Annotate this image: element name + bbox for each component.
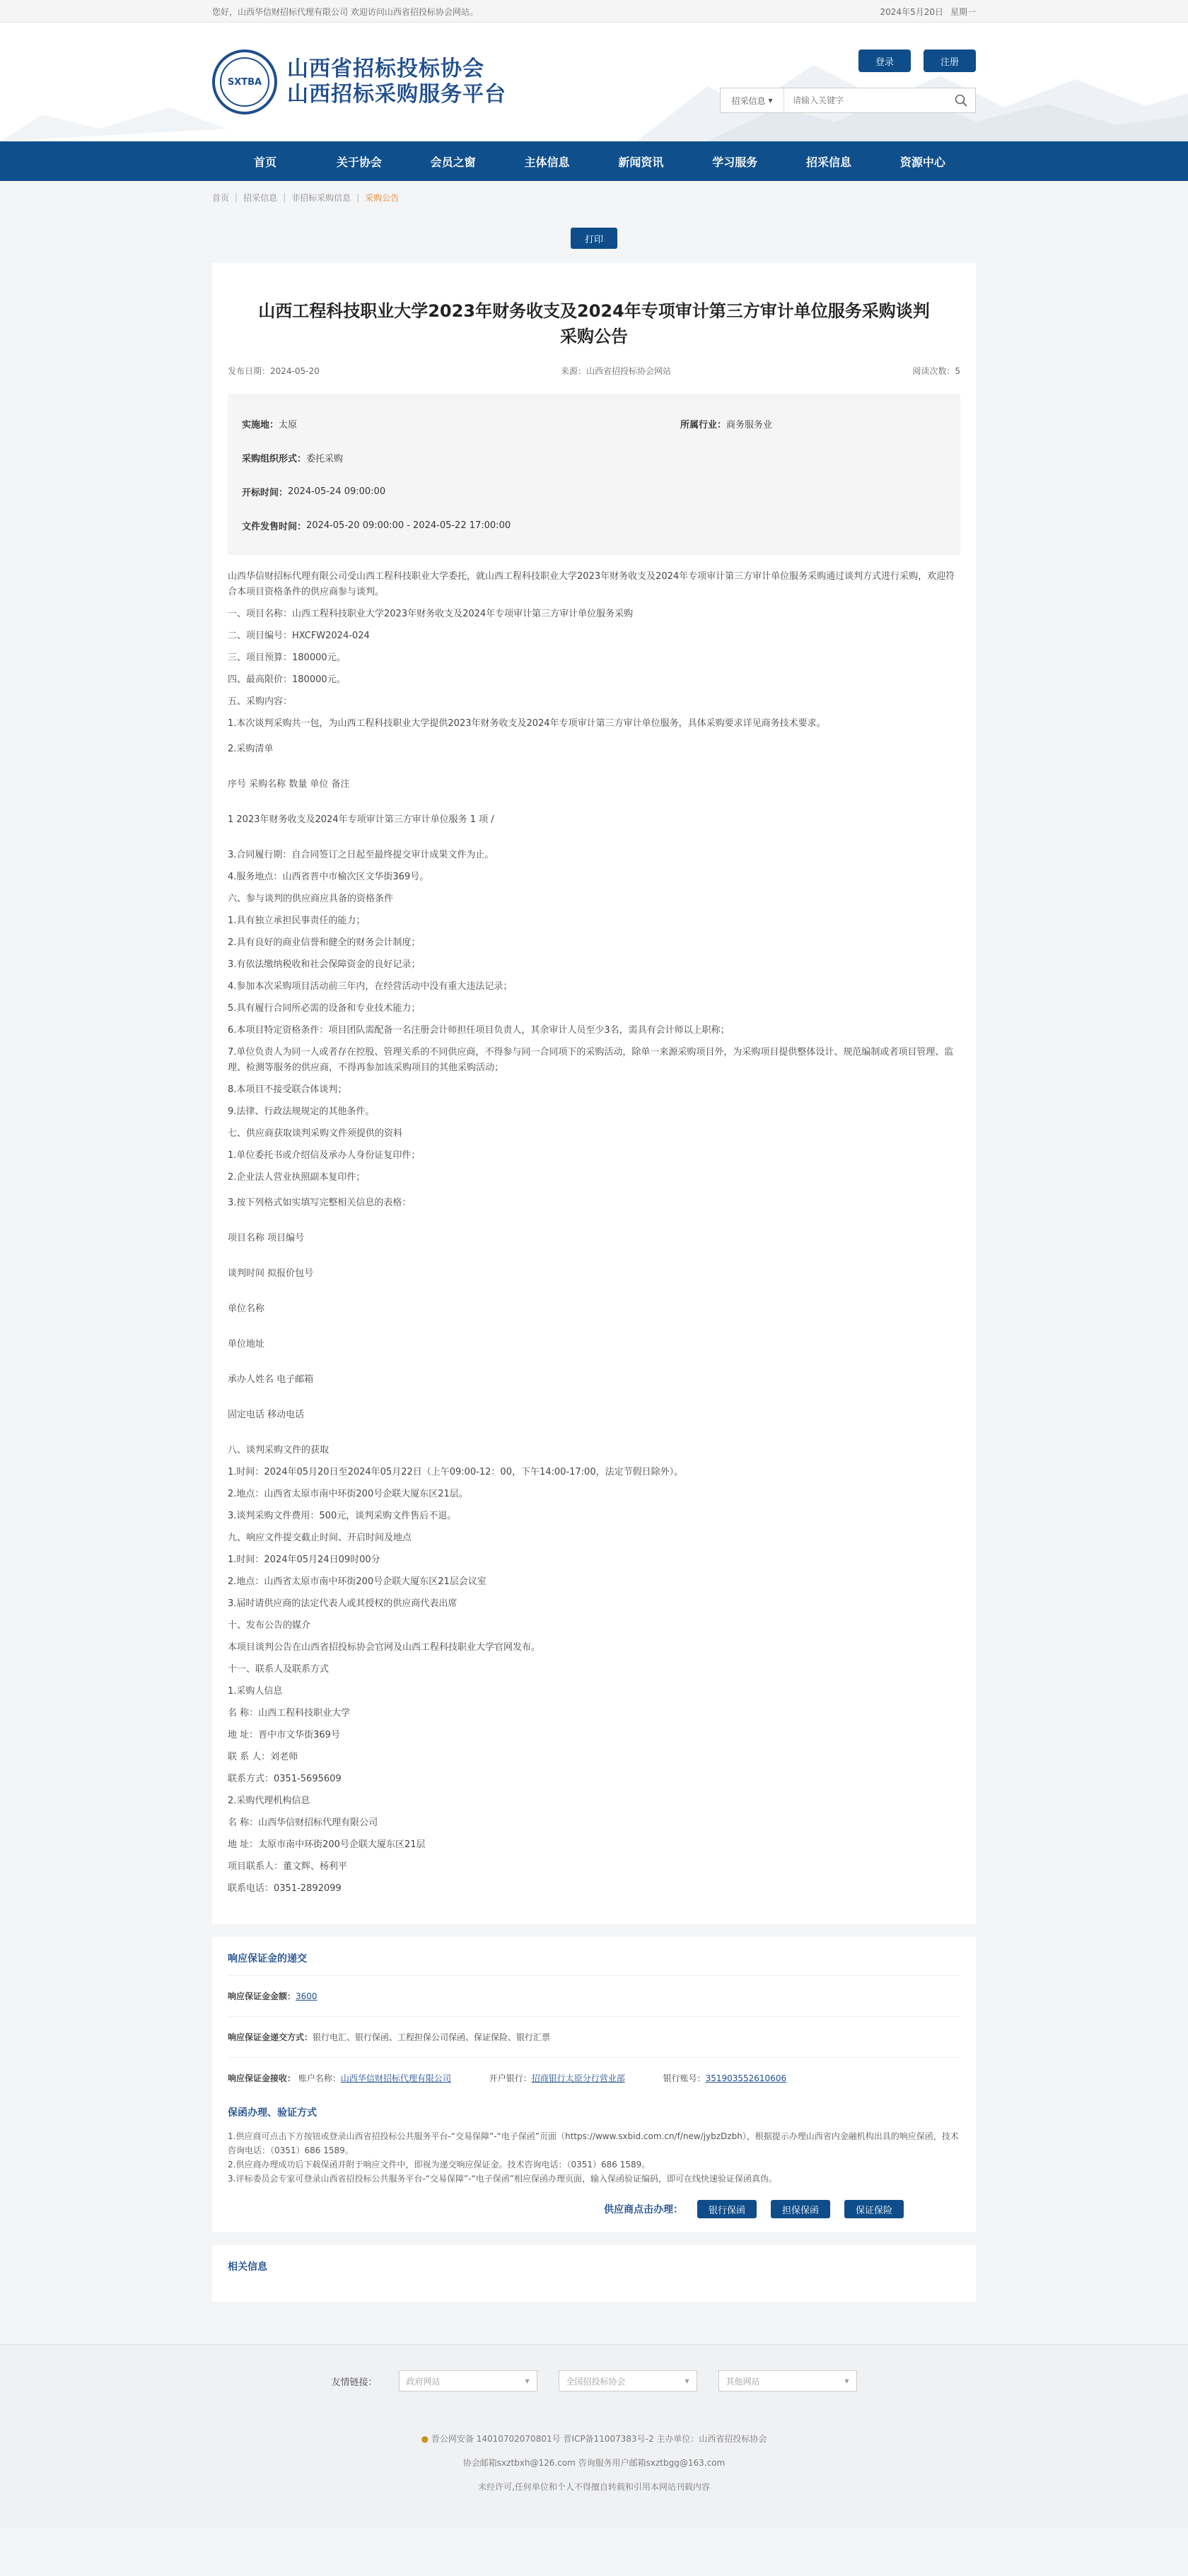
paragraph: 联系电话：0351-2892099 — [228, 1883, 342, 1894]
nav-news[interactable]: 新闻资讯 — [618, 155, 664, 169]
search-icon — [955, 94, 967, 107]
paragraph: 山西华信财招标代理有限公司受山西工程科技职业大学委托，就山西工程科技职业大学2023年财务收支及2024年专项审计第三方审计单位服务采购通过谈判方式进行采购，欢迎符合本项目资格条件的供应商参与谈判。 — [228, 571, 955, 597]
paragraph: 联系方式：0351-5695609 — [228, 1774, 342, 1784]
chevron-down-icon: ▾ — [768, 95, 773, 105]
issue-time-label: 文件发售时间： — [242, 521, 307, 532]
paragraph: 4.参加本次采购项目活动前三年内，在经营活动中没有重大违法记录； — [228, 981, 513, 992]
weekday-text: 星期一 — [950, 6, 976, 17]
paragraph: 二、项目编号：HXCFW2024-024 — [228, 631, 370, 641]
breadcrumb-current: 采购公告 — [365, 192, 400, 203]
paragraph: 七、供应商获取谈判采购文件须提供的资料 — [228, 1128, 403, 1139]
breadcrumb: 首页 | 招采信息 | 非招标采购信息 | 采购公告 — [212, 192, 400, 203]
notes-title: 保函办理、验证方式 — [228, 2107, 317, 2119]
paragraph: 2.具有良好的商业信誉和健全的财务会计制度； — [228, 937, 421, 948]
police-badge-icon: ● — [421, 2434, 429, 2444]
bank-label: 开户银行： — [489, 2073, 532, 2083]
guarantee-notes — [228, 2129, 960, 2186]
paragraph: 1.采购人信息 — [228, 1686, 283, 1697]
paragraph: 3.届时请供应商的法定代表人或其授权的供应商代表出席 — [228, 1598, 458, 1609]
footer-email: 协会邮箱sxztbxh@126.com 咨询服务用户邮箱sxztbgg@163.com — [462, 2458, 726, 2468]
nav-about[interactable]: 关于协会 — [336, 155, 382, 169]
gov-sites-select[interactable] — [399, 2370, 537, 2391]
paragraph: 谈判时间 拟报价包号 — [228, 1268, 314, 1279]
site-name-line1: 山西省招标投标协会 — [287, 57, 484, 81]
chevron-down-icon: ▾ — [525, 2376, 530, 2386]
paragraph: 联 系 人：刘老师 — [228, 1752, 298, 1762]
welcome-text: 您好，山西华信财招标代理有限公司 欢迎访问山西省招投标协会网站。 — [212, 6, 478, 17]
chevron-down-icon: ▾ — [844, 2376, 849, 2386]
paragraph: 单位名称 — [228, 1304, 265, 1314]
note-1: 1.供应商可点击下方按钮或登录山西省招投标公共服务平台-“交易保障”-“电子保函”页面（https://www.sxbid.com.cn/f/new/jybzDzbh），根据提示办理山西省内金融机构出具的响应保函，技术咨询电话：（0351）686 1589。 — [228, 2131, 959, 2155]
nav-members[interactable]: 会员之窗 — [430, 155, 476, 169]
account-name[interactable]: 山西华信财招标代理有限公司 — [340, 2073, 451, 2083]
paragraph: 项目名称 项目编号 — [228, 1233, 305, 1243]
bank-guarantee-button[interactable]: 银行保函 — [697, 2200, 757, 2218]
search-input[interactable] — [784, 88, 947, 112]
paragraph: 本项目谈判公告在山西省招投标协会官网及山西工程科技职业大学官网发布。 — [228, 1642, 541, 1653]
receive-label: 响应保证金接收： — [228, 2073, 296, 2083]
paragraph: 八、谈判采购文件的获取 — [228, 1445, 330, 1456]
article-card — [212, 263, 976, 1924]
paragraph: 1.具有独立承担民事责任的能力； — [228, 915, 366, 926]
account-no-label: 银行账号： — [663, 2073, 706, 2083]
amount-value[interactable]: 3600 — [296, 1991, 318, 2001]
industry-label: 所属行业： — [680, 419, 727, 431]
view-count: 阅读次数：5 — [912, 366, 960, 376]
search-box — [720, 88, 976, 113]
paragraph: 地 址：晋中市文华街369号 — [228, 1730, 340, 1740]
search-category-select[interactable] — [721, 88, 784, 112]
guarantee-actions — [228, 2200, 904, 2218]
association-seal — [212, 49, 277, 115]
industry-value: 商务服务业 — [726, 419, 773, 431]
paragraph: 六、参与谈判的供应商应具备的资格条件 — [228, 894, 394, 904]
paragraph: 序号 采购名称 数量 单位 备注 — [228, 779, 350, 790]
paragraph: 九、响应文件提交截止时间、开启时间及地点 — [228, 1533, 412, 1543]
amount-label: 响应保证金金额： — [228, 1991, 296, 2001]
paragraph: 十、发布公告的媒介 — [228, 1620, 311, 1631]
article-title: 山西工程科技职业大学2023年财务收支及2024年专项审计第三方审计单位服务采购谈判采购公告 — [258, 301, 930, 346]
open-time-label: 开标时间： — [242, 487, 289, 498]
paragraph: 3.按下列格式如实填写完整相关信息的表格： — [228, 1198, 412, 1208]
paragraph: 3.合同履行期：自合同签订之日起至最终提交审计成果文件为止。 — [228, 850, 494, 860]
paragraph: 十一、联系人及联系方式 — [228, 1664, 330, 1675]
assoc-sites-select[interactable] — [559, 2370, 697, 2391]
breadcrumb-procurement[interactable]: 招采信息 — [243, 192, 278, 203]
paragraph: 一、项目名称：山西工程科技职业大学2023年财务收支及2024年专项审计第三方审计单位服务采购 — [228, 609, 634, 619]
insurance-guarantee-button[interactable]: 保证保险 — [844, 2200, 904, 2218]
account-name-label: 账户名称： — [298, 2073, 341, 2083]
open-time-value: 2024-05-24 09:00:00 — [288, 486, 386, 497]
form-value: 委托采购 — [306, 453, 344, 464]
login-button[interactable]: 登录 — [858, 49, 911, 72]
paragraph: 7.单位负责人为同一人或者存在控股、管理关系的不同供应商，不得参与同一合同项下的采购活动，除单一来源采购项目外，为采购项目提供整体设计、规范编制或者项目管理、监理、检测等服务的供应商，不得再参加该采购项目的其他采购活动； — [228, 1047, 954, 1073]
project-info-panel — [228, 394, 960, 555]
paragraph: 固定电话 移动电话 — [228, 1410, 305, 1420]
paragraph: 2.采购代理机构信息 — [228, 1796, 310, 1806]
top-bar — [0, 0, 1188, 23]
paragraph: 2.地点：山西省太原市南中环街200号企联大厦东区21层。 — [228, 1489, 468, 1499]
paragraph: 2.地点：山西省太原市南中环街200号企联大厦东区21层会议室 — [228, 1576, 487, 1587]
paragraph: 1.时间：2024年05月20日至2024年05月22日（上午09:00-12：00，下午14:00-17:00，法定节假日除外）。 — [228, 1467, 684, 1477]
other-sites-select[interactable] — [718, 2370, 857, 2391]
chevron-down-icon: ▾ — [685, 2376, 689, 2386]
paragraph: 4.服务地点：山西省晋中市榆次区文华街369号。 — [228, 872, 429, 882]
nav-entities[interactable]: 主体信息 — [524, 155, 570, 169]
search-category-label: 招采信息 — [731, 95, 766, 106]
paragraph: 1 2023年财务收支及2024年专项审计第三方审计单位服务 1 项 / — [228, 814, 494, 825]
footer-record: 晋公网安备 14010702070801号 晋ICP备11007383号-2 主办单位：山西省招投标协会 — [431, 2434, 767, 2444]
site-footer — [0, 2344, 1188, 2528]
paragraph: 三、项目预算：180000元。 — [228, 652, 346, 663]
related-title: 相关信息 — [228, 2261, 267, 2273]
methods-label: 响应保证金递交方式： — [228, 2032, 313, 2042]
note-3: 3.评标委员会专家可登录山西省招投标公共服务平台-“交易保障”-“电子保函”相应保函办理页面，输入保函验证编码，即可在线快速验证保函真伪。 — [228, 2174, 777, 2184]
guarantee-title: 响应保证金的递交 — [228, 1953, 307, 1965]
account-number[interactable]: 351903552610606 — [705, 2073, 787, 2083]
nav-learning[interactable]: 学习服务 — [712, 155, 758, 169]
paragraph: 名 称：山西工程科技职业大学 — [228, 1708, 351, 1719]
paragraph: 四、最高限价：180000元。 — [228, 674, 346, 685]
article-source: 来源：山西省招投标协会网站 — [561, 366, 672, 376]
actions-label: 供应商点击办理： — [603, 2204, 683, 2215]
site-logo[interactable] — [212, 49, 506, 115]
form-label: 采购组织形式： — [242, 453, 307, 464]
bank-name[interactable]: 招商银行太原分行营业部 — [531, 2073, 625, 2083]
paragraph: 8.本项目不接受联合体谈判； — [228, 1084, 347, 1095]
site-header — [0, 23, 1188, 141]
note-2: 2.供应商办理成功后下载保函并附于响应文件中，即视为递交响应保证金。技术咨询电话：（0351）686 1589。 — [228, 2160, 651, 2170]
date-text: 2024年5月20日 — [880, 6, 943, 17]
register-button[interactable]: 注册 — [924, 49, 976, 72]
breadcrumb-non-tender[interactable]: 非招标采购信息 — [291, 192, 351, 203]
paragraph: 1.单位委托书或介绍信及承办人身份证复印件； — [228, 1150, 421, 1161]
paragraph: 5.具有履行合同所必需的设备和专业技术能力； — [228, 1003, 421, 1014]
seal-text: SXTBA — [220, 57, 269, 107]
main-nav — [0, 141, 1188, 181]
paragraph: 2.采购清单 — [228, 744, 274, 754]
gov-sites-label: 政府网站 — [406, 2376, 441, 2387]
publish-date: 发布日期：2024-05-20 — [228, 366, 320, 376]
surety-guarantee-button[interactable]: 担保保函 — [771, 2200, 830, 2218]
footer-copyright: 未经许可,任何单位和个人不得擅自转载和引用本网站刊载内容 — [478, 2482, 710, 2492]
paragraph: 9.法律、行政法规规定的其他条件。 — [228, 1106, 375, 1117]
paragraph: 3.有依法缴纳税收和社会保障资金的良好记录； — [228, 959, 421, 970]
assoc-sites-label: 全国招投标协会 — [566, 2376, 626, 2387]
paragraph: 五、采购内容： — [228, 696, 293, 707]
place-label: 实施地： — [242, 419, 279, 431]
article-body — [228, 569, 960, 1897]
print-button[interactable]: 打印 — [571, 228, 617, 249]
paragraph: 3.谈判采购文件费用：500元，谈判采购文件售后不退。 — [228, 1511, 457, 1521]
related-section — [212, 2245, 976, 2302]
paragraph: 1.时间：2024年05月24日09时00分 — [228, 1555, 380, 1565]
paragraph: 承办人姓名 电子邮箱 — [228, 1374, 314, 1385]
issue-time-value: 2024-05-20 09:00:00 - 2024-05-22 17:00:00 — [306, 520, 511, 531]
nav-resources[interactable]: 资源中心 — [899, 155, 945, 169]
paragraph: 名 称：山西华信财招标代理有限公司 — [228, 1817, 378, 1828]
site-name-line2: 山西招标采购服务平台 — [287, 82, 506, 107]
paragraph: 2.企业法人营业执照副本复印件； — [228, 1172, 366, 1183]
article-meta — [228, 365, 960, 385]
other-sites-label: 其他网站 — [726, 2376, 760, 2387]
search-button[interactable] — [947, 88, 975, 112]
paragraph: 地 址：太原市南中环街200号企联大厦东区21层 — [228, 1839, 426, 1850]
guarantee-section — [212, 1937, 976, 2232]
nav-home[interactable]: 首页 — [253, 155, 276, 169]
paragraph: 6.本项目特定资格条件：项目团队需配备一名注册会计师担任项目负责人，其余审计人员至少3名，需具有会计师以上职称； — [228, 1025, 730, 1036]
friends-label: 友情链接： — [331, 2377, 378, 2388]
nav-procurement[interactable]: 招采信息 — [806, 155, 852, 169]
paragraph: 项目联系人：董文辉、杨利平 — [228, 1861, 348, 1872]
place-value: 太原 — [279, 419, 298, 431]
paragraph: 1.本次谈判采购共一包，为山西工程科技职业大学提供2023年财务收支及2024年专项审计第三方审计单位服务，具体采购要求详见商务技术要求。 — [228, 718, 826, 729]
methods-value: 银行电汇、银行保函、工程担保公司保函、保证保险、银行汇票 — [313, 2032, 551, 2042]
paragraph: 单位地址 — [228, 1339, 265, 1350]
breadcrumb-home[interactable]: 首页 — [212, 192, 230, 203]
